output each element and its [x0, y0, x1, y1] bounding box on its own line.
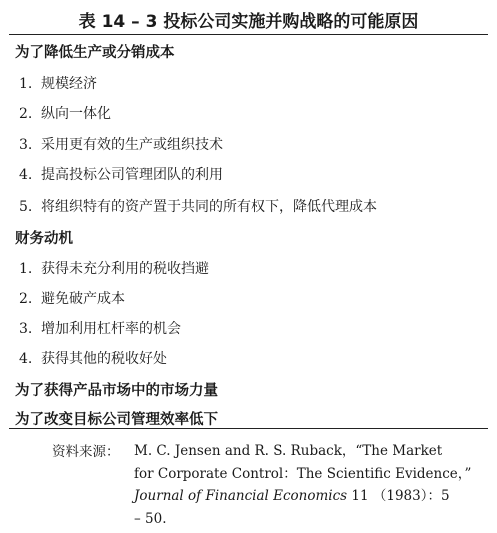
item-text: 获得其他的税收好处 — [41, 351, 167, 367]
list-item — [0, 258, 497, 278]
item-text: 采用更有效的生产或组织技术 — [41, 137, 223, 153]
section-heading-financial: 财务动机 — [15, 231, 73, 247]
item-text: 将组织特有的资产置于共同的所有权下，降低代理成本 — [41, 199, 377, 215]
list-item — [0, 73, 497, 93]
item-number: 3. — [19, 321, 33, 337]
list-item — [0, 196, 497, 216]
item-text: 纵向一体化 — [41, 106, 111, 122]
item-number: 4. — [19, 167, 33, 183]
list-item — [0, 288, 497, 308]
item-number: 1. — [19, 261, 33, 277]
citation-line: – 50. — [134, 510, 167, 527]
item-text: 提高投标公司管理团队的利用 — [41, 167, 223, 183]
item-number: 5. — [19, 199, 33, 215]
bottom-rule — [9, 428, 488, 429]
list-item — [0, 103, 497, 123]
item-number: 1. — [19, 76, 33, 92]
item-number: 2. — [19, 291, 33, 307]
item-number: 4. — [19, 351, 33, 367]
table-title: 表 14 – 3 投标公司实施并购战略的可能原因 — [78, 12, 419, 32]
item-text: 增加利用杠杆率的机会 — [41, 321, 181, 337]
citation-line: for Corporate Control：The Scientific Evidence，” — [134, 465, 472, 482]
list-item — [0, 318, 497, 338]
item-text: 获得未充分利用的税收挡避 — [41, 261, 209, 277]
section-heading-management: 为了改变目标公司管理效率低下 — [15, 412, 218, 428]
citation-line — [134, 485, 479, 508]
section-heading-market-power: 为了获得产品市场中的市场力量 — [15, 383, 218, 399]
list-item — [0, 164, 497, 184]
top-rule — [9, 34, 488, 35]
list-item — [0, 348, 497, 368]
journal-name: Journal of Financial Economics — [134, 488, 348, 504]
source-citation — [134, 440, 479, 530]
item-text: 避免破产成本 — [41, 291, 125, 307]
section-heading-cost: 为了降低生产或分销成本 — [15, 45, 175, 61]
item-number: 2. — [19, 106, 33, 122]
list-item — [0, 134, 497, 154]
citation-volume: 11 （1983）：5 — [347, 488, 450, 504]
item-number: 3. — [19, 137, 33, 153]
citation-line: M. C. Jensen and R. S. Ruback，“The Market — [134, 443, 443, 459]
source-label: 资料来源： — [52, 444, 120, 460]
item-text: 规模经济 — [41, 76, 97, 92]
